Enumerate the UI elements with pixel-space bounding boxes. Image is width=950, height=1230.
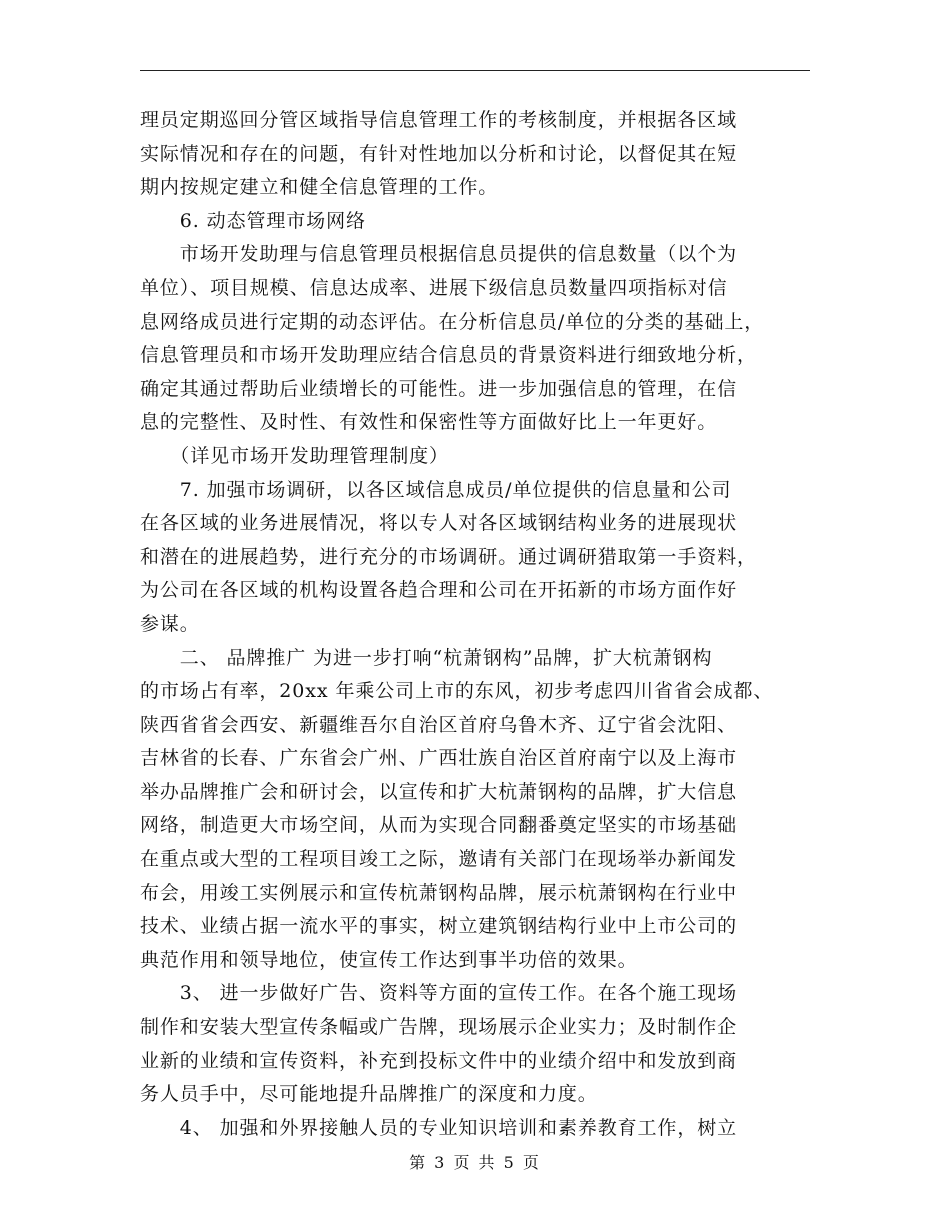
text-line: 3、 进一步做好广告、资料等方面的宣传工作。在各个施工现场 xyxy=(140,982,738,1005)
text-line: 参谋。 xyxy=(140,612,200,635)
text-line: 息网络成员进行定期的动态评估。在分析信息员/单位的分类的基础上， xyxy=(140,310,765,333)
text-line: 理员定期巡回分管区域指导信息管理工作的考核制度，并根据各区域 xyxy=(140,109,738,131)
text-line: 4、 加强和外界接触人员的专业知识培训和素养教育工作，树立 xyxy=(140,1116,738,1139)
text-line: 布会，用竣工实例展示和宣传杭萧钢构品牌，展示杭萧钢构在行业中 xyxy=(140,881,738,904)
text-line: 7. 加强市场调研，以各区域信息成员/单位提供的信息量和公司 xyxy=(140,478,732,501)
text-line: 在重点或大型的工程项目竣工之际，邀请有关部门在现场举办新闻发 xyxy=(140,848,738,871)
text-line: 业新的业绩和宣传资料，补充到投标文件中的业绩介绍中和发放到商 xyxy=(140,1049,738,1072)
page-number: 第 3 页 共 5 页 xyxy=(409,1153,541,1172)
text-line: 实际情况和存在的问题，有针对性地加以分析和讨论，以督促其在短 xyxy=(140,142,738,165)
text-line: 举办品牌推广会和研讨会，以宣传和扩大杭萧钢构的品牌，扩大信息 xyxy=(140,780,738,803)
text-line: 和潜在的进展趋势，进行充分的市场调研。通过调研猎取第一手资料， xyxy=(140,545,757,568)
text-line: 在各区域的业务进展情况，将以专人对各区域钢结构业务的进展现状 xyxy=(140,512,738,535)
text-line: 息的完整性、及时性、有效性和保密性等方面做好比上一年更好。 xyxy=(140,411,718,434)
text-line: 务人员手中，尽可能地提升品牌推广的深度和力度。 xyxy=(140,1083,598,1106)
text-line: 为公司在各区域的机构设置各趋合理和公司在开拓新的市场方面作好 xyxy=(140,579,738,602)
text-line: 单位）、项目规模、信息达成率、进展下级信息员数量四项指标对信 xyxy=(140,276,728,299)
text-line: 吉林省的长春、广东省会广州、广西壮族自治区首府南宁以及上海市 xyxy=(140,747,738,770)
text-line: 确定其通过帮助后业绩增长的可能性。进一步加强信息的管理，在信 xyxy=(140,377,738,400)
text-line: 陕西省省会西安、新疆维吾尔自治区首府乌鲁木齐、辽宁省会沈阳、 xyxy=(140,713,738,736)
text-line: 二、 品牌推广 为进一步打响“杭萧钢构”品牌，扩大杭萧钢构 xyxy=(140,646,713,669)
header-rule xyxy=(140,70,810,71)
text-line: 技术、业绩占据一流水平的事实，树立建筑钢结构行业中上市公司的 xyxy=(140,915,738,938)
text-line: 的市场占有率，20xx 年乘公司上市的东风，初步考虑四川省省会成都、 xyxy=(140,680,774,703)
text-line: 信息管理员和市场开发助理应结合信息员的背景资料进行细致地分析， xyxy=(140,344,757,367)
text-line: 期内按规定建立和健全信息管理的工作。 xyxy=(140,176,499,199)
text-line: 市场开发助理与信息管理员根据信息员提供的信息数量（以个为 xyxy=(140,243,738,266)
text-line: （详见市场开发助理管理制度） xyxy=(140,444,449,467)
text-line: 网络，制造更大市场空间，从而为实现合同翻番奠定坚实的市场基础 xyxy=(140,814,738,837)
text-line: 典范作用和领导地位，使宣传工作达到事半功倍的效果。 xyxy=(140,948,638,971)
text-line: 制作和安装大型宣传条幅或广告牌，现场展示企业实力；及时制作企 xyxy=(140,1016,738,1039)
document-body xyxy=(140,104,820,1145)
section-heading: 6. 动态管理市场网络 xyxy=(140,209,366,232)
